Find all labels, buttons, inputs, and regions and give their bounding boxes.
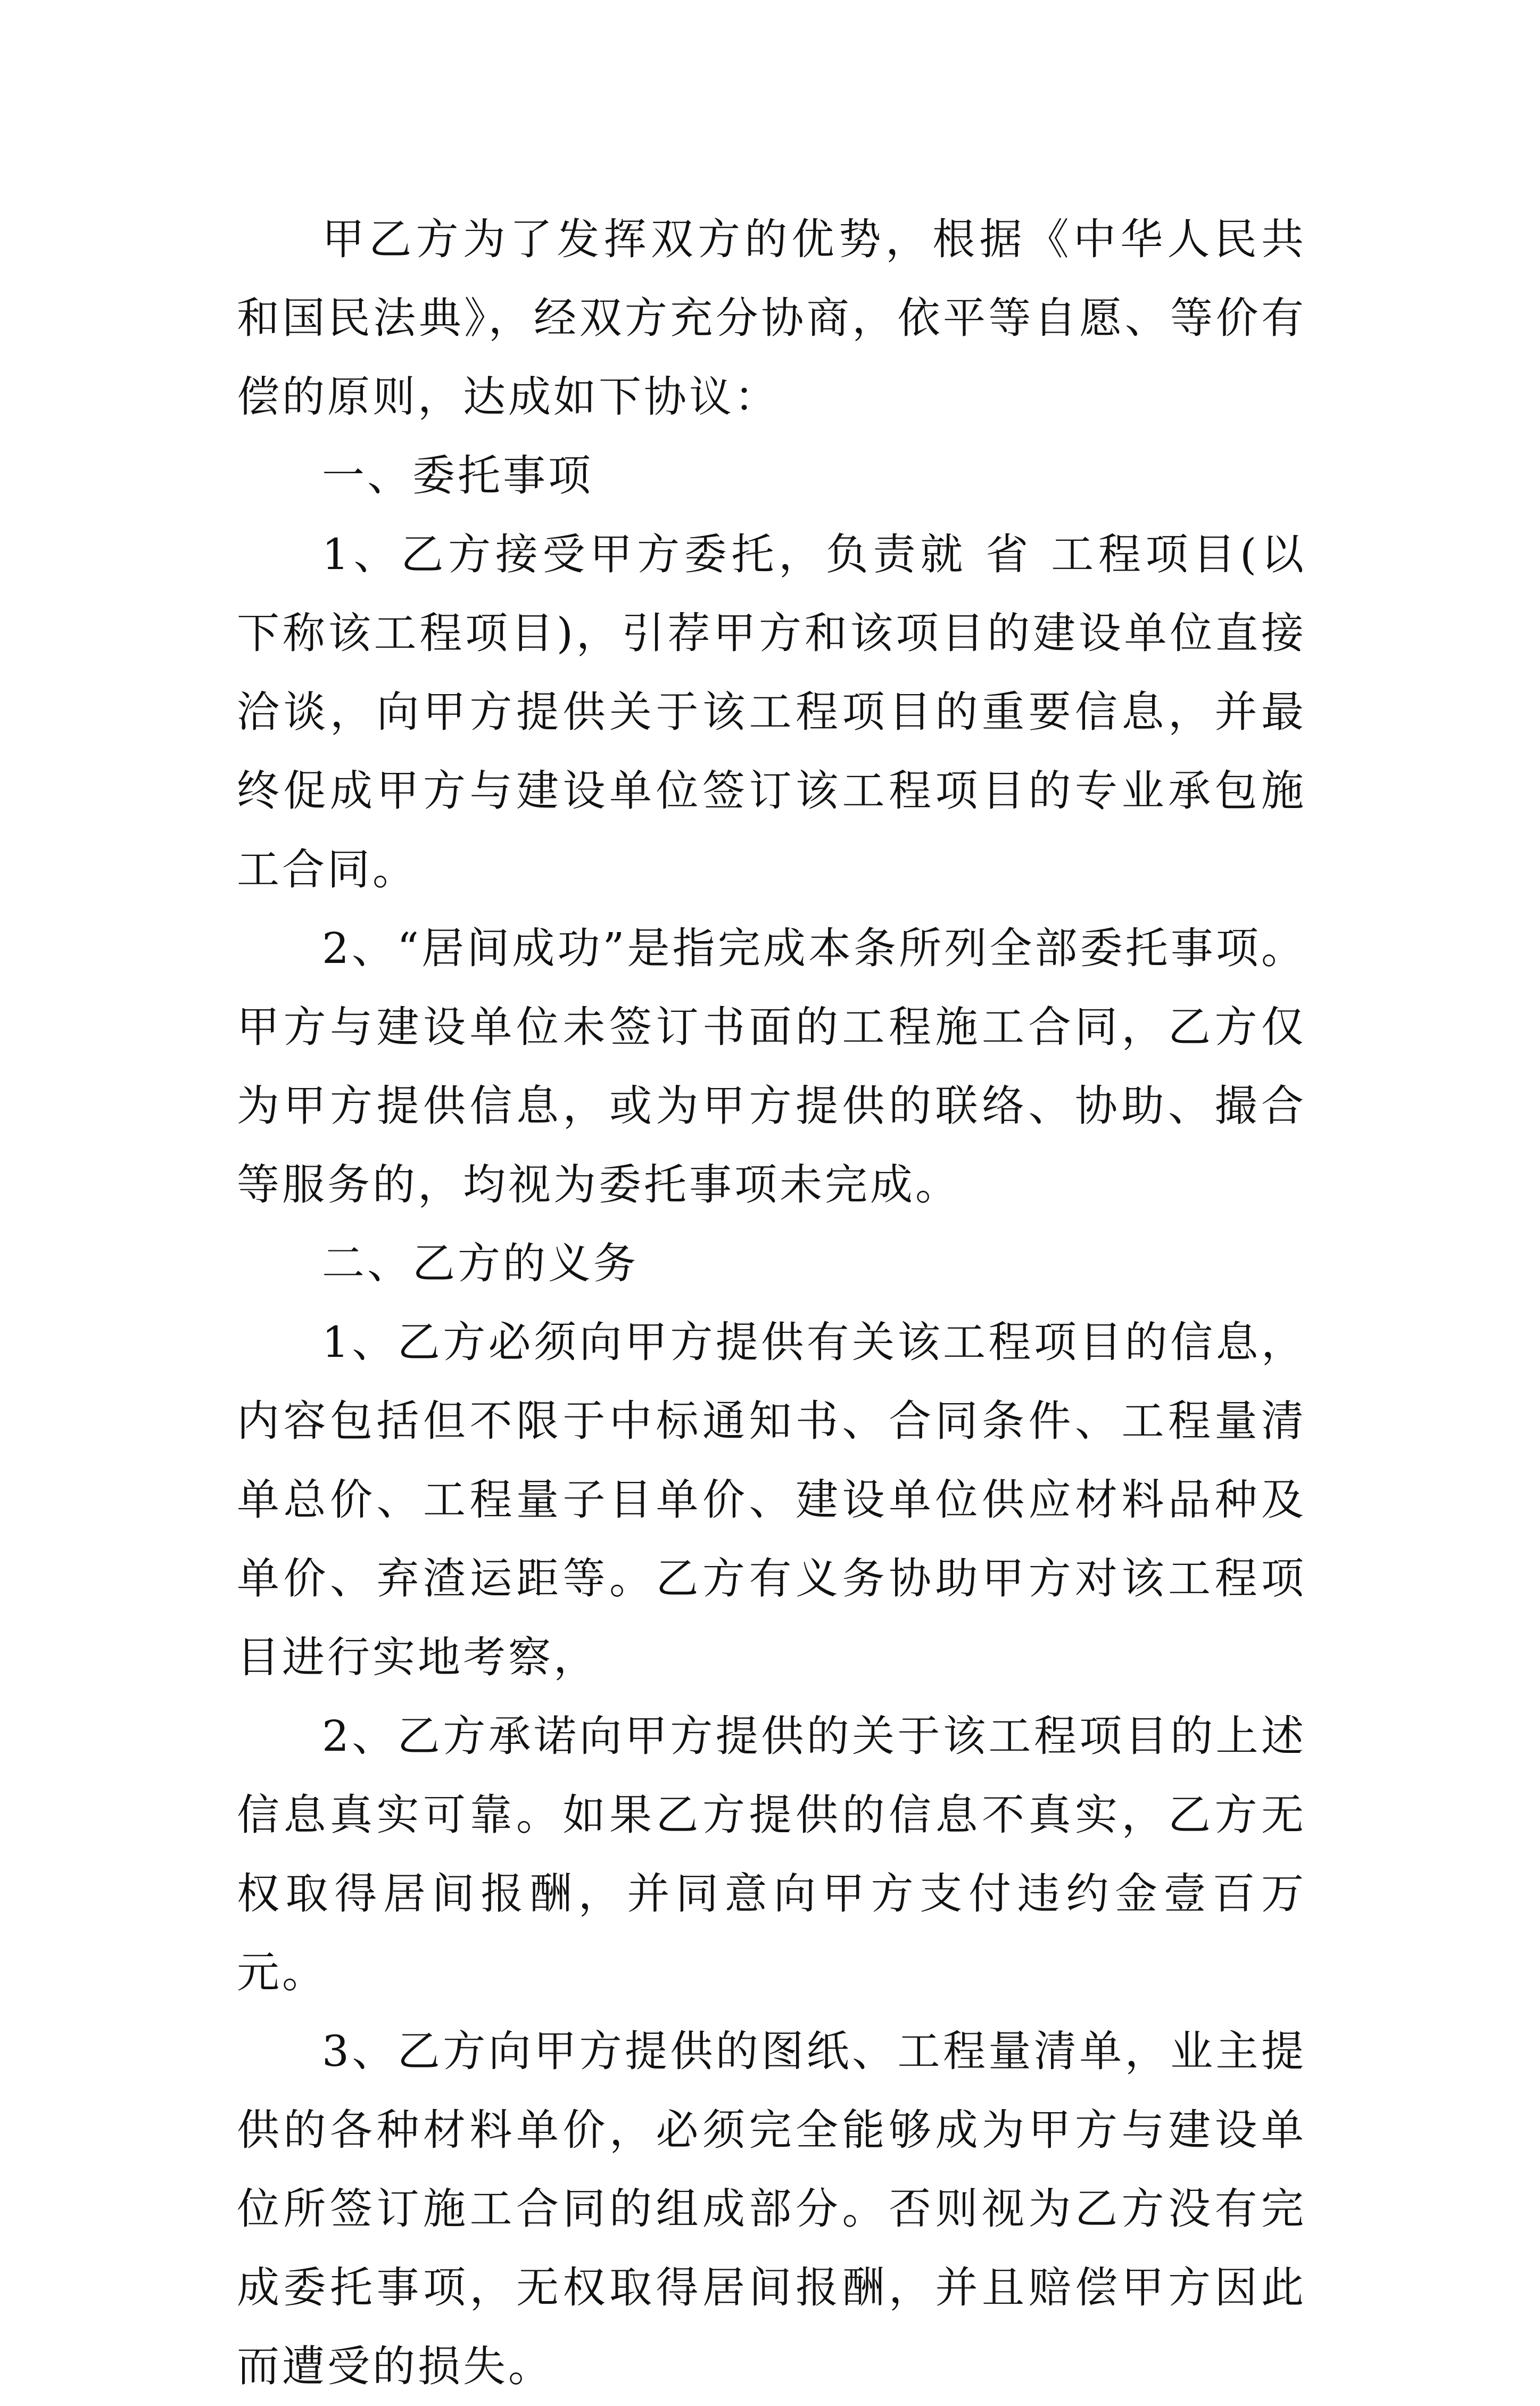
- clause-2-1: 1、乙方必须向甲方提供有关该工程项目的信息，内容包括但不限于中标通知书、合同条件、工程量清单总价、工程量子目单价、建设单位供应材料品种及单价、弃渣运距等。乙方有义务协助甲方对该工程项目进行实地考察，: [237, 1317, 1306, 1682]
- section-heading-entrusted-matters: 一、委托事项: [322, 451, 593, 500]
- clause-2-3: 3、乙方向甲方提供的图纸、工程量清单，业主提供的各种材料单价，必须完全能够成为甲方与建设单位所签订施工合同的组成部分。否则视为乙方没有完成委托事项，无权取得居间报酬，并且赔偿甲方因此而遭受的损失。: [237, 2026, 1306, 2391]
- intro-paragraph: 甲乙方为了发挥双方的优势，根据《中华人民共和国民法典》，经双方充分协商，依平等自愿、等价有偿的原则，达成如下协议：: [237, 215, 1306, 422]
- section-heading-party-b-obligations: 二、乙方的义务: [322, 1239, 639, 1288]
- clause-1-2: 2、“居间成功”是指完成本条所列全部委托事项。甲方与建设单位未签订书面的工程施工合同，乙方仅为甲方提供信息，或为甲方提供的联络、协助、撮合等服务的，均视为委托事项未完成。: [237, 924, 1306, 1209]
- document-body: [237, 200, 1306, 2406]
- clause-1-1: 1、乙方接受甲方委托，负责就 省 工程项目(以下称该工程项目)，引荐甲方和该项目的建设单位直接洽谈，向甲方提供关于该工程项目的重要信息，并最终促成甲方与建设单位签订该工程项目的专业承包施工合同。: [237, 530, 1306, 894]
- clause-2-2: 2、乙方承诺向甲方提供的关于该工程项目的上述信息真实可靠。如果乙方提供的信息不真实，乙方无权取得居间报酬，并同意向甲方支付违约金壹百万元。: [237, 1711, 1306, 1997]
